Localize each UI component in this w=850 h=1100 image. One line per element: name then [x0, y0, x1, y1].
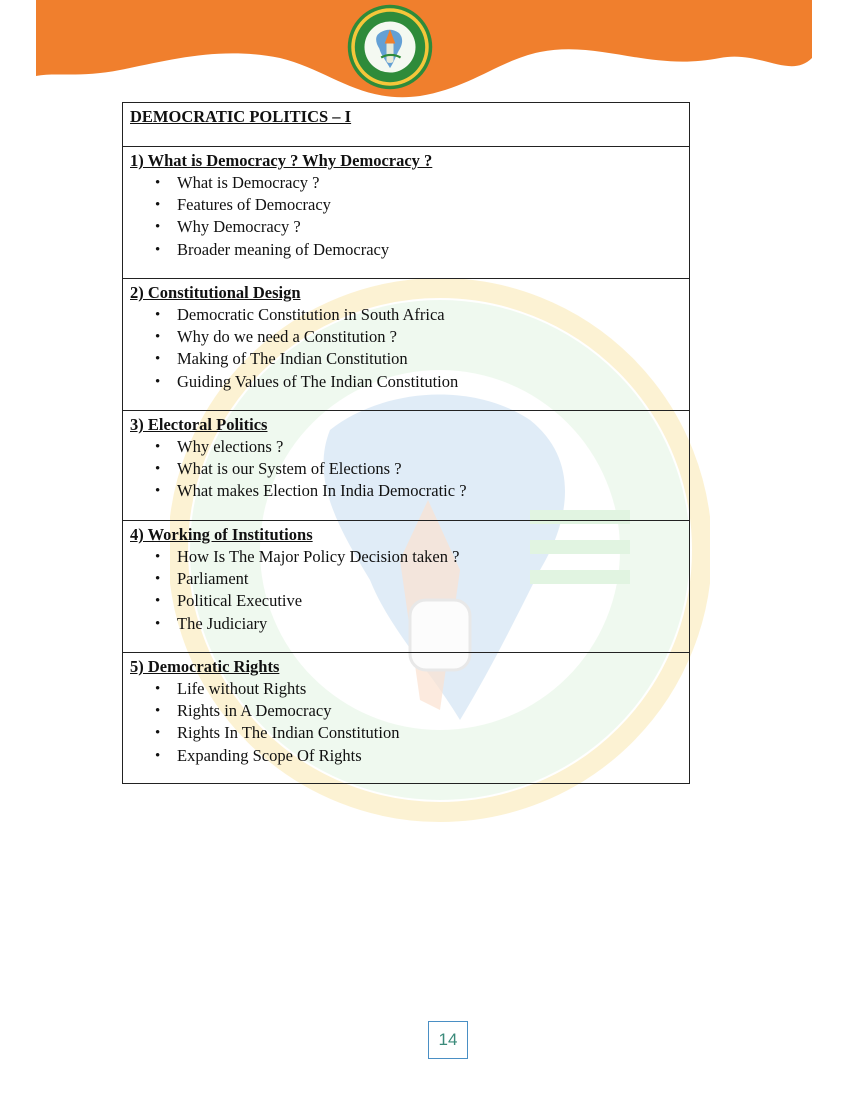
section-democratic-rights [123, 652, 689, 783]
topic-item: • The Judiciary [177, 613, 682, 635]
topic-item: • Guiding Values of The Indian Constitution [177, 371, 682, 393]
topic-list [130, 172, 682, 261]
topic-item: • Why Democracy ? [177, 216, 682, 238]
topic-item: • What is our System of Elections ? [177, 458, 682, 480]
page-number: 14 [428, 1021, 468, 1059]
topic-list [130, 304, 682, 393]
topic-item: • Why do we need a Constitution ? [177, 326, 682, 348]
topic-item: • Broader meaning of Democracy [177, 239, 682, 261]
topic-item: • Political Executive [177, 590, 682, 612]
syllabus-table [122, 102, 690, 784]
section-title: 1) What is Democracy ? Why Democracy ? [130, 151, 433, 170]
topic-item: • What is Democracy ? [177, 172, 682, 194]
topic-item: • Democratic Constitution in South Africa [177, 304, 682, 326]
topic-item: • Rights in A Democracy [177, 700, 682, 722]
topic-item: • Making of The Indian Constitution [177, 348, 682, 370]
topic-list [130, 678, 682, 767]
topic-item: • Expanding Scope Of Rights [177, 745, 682, 767]
section-title: 3) Electoral Politics [130, 415, 268, 434]
section-title: 2) Constitutional Design [130, 283, 301, 302]
topic-item: • Parliament [177, 568, 682, 590]
section-electoral-politics [123, 410, 689, 520]
topic-item: • Features of Democracy [177, 194, 682, 216]
topic-list [130, 546, 682, 635]
topic-list [130, 436, 682, 503]
board-seal-logo-icon [346, 3, 434, 91]
section-democracy [123, 146, 689, 278]
topic-item: • Rights In The Indian Constitution [177, 722, 682, 744]
document-heading-row [123, 103, 689, 146]
topic-item: • Why elections ? [177, 436, 682, 458]
topic-item: • Life without Rights [177, 678, 682, 700]
topic-item: • What makes Election In India Democratic ? [177, 480, 682, 502]
topic-item: • How Is The Major Policy Decision taken ? [177, 546, 682, 568]
section-title: 5) Democratic Rights [130, 657, 280, 676]
section-constitutional-design [123, 278, 689, 410]
section-working-of-institutions [123, 520, 689, 652]
document-heading: DEMOCRATIC POLITICS – I [130, 107, 352, 126]
section-title: 4) Working of Institutions [130, 525, 313, 544]
